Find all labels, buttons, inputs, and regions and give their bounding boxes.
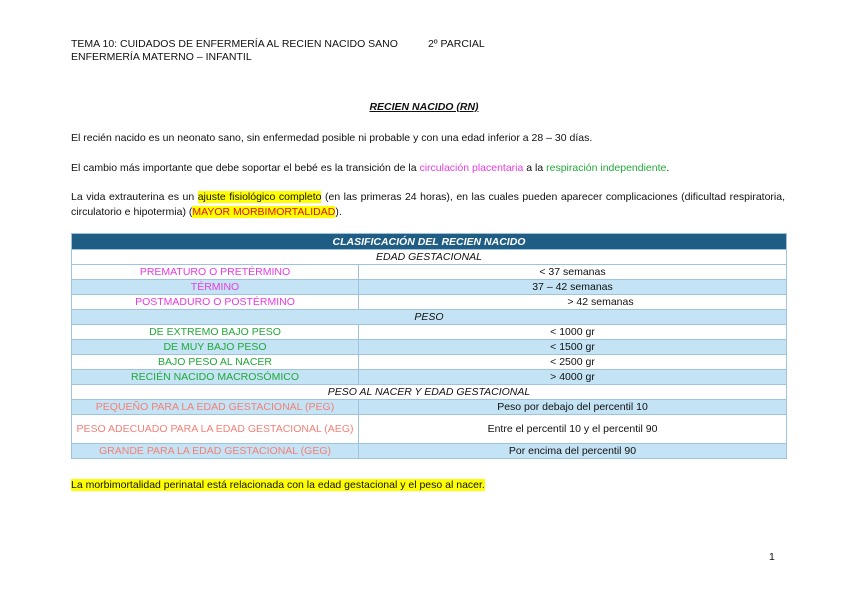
row-label: BAJO PESO AL NACER: [72, 355, 359, 370]
row-label: POSTMADURO O POSTÉRMINO: [72, 295, 359, 310]
row-value: Entre el percentil 10 y el percentil 90: [359, 415, 787, 444]
row-label: TÉRMINO: [72, 280, 359, 295]
paragraph-adjustment: [71, 190, 785, 219]
table-row: [72, 265, 787, 280]
row-value: Por encima del percentil 90: [359, 444, 787, 459]
paragraph-definition: El recién nacido es un neonato sano, sin enfermedad posible ni probable y con una edad inferior a 28 – 30 días.: [71, 132, 593, 144]
highlighted-note: [71, 479, 485, 491]
section-heading-peso-edad: PESO AL NACER Y EDAD GESTACIONAL: [72, 385, 787, 400]
page-title: RECIEN NACIDO (RN): [369, 101, 479, 113]
p3-text-e: ).: [335, 205, 342, 218]
p3-text-c: (en las primeras 24 horas), en las cuales pueden aparecer complicaciones (dificultad respiratoria, circulatorio e hipotermia) (: [71, 191, 786, 218]
header-line-1: [71, 38, 485, 51]
table-row: [72, 340, 787, 355]
p2-text-a: El cambio más importante que debe soportar el bebé es la transición de la: [71, 162, 420, 174]
p2-text-c: a la: [523, 162, 547, 174]
table-title-row: [72, 234, 787, 250]
row-label: RECIÉN NACIDO MACROSÓMICO: [72, 370, 359, 385]
table-row: [72, 415, 787, 444]
row-label: PREMATURO O PRETÉRMINO: [72, 265, 359, 280]
p3-highlight-morbimortalidad: MAYOR MORBIMORTALIDAD: [192, 205, 336, 218]
header-topic: TEMA 10: CUIDADOS DE ENFERMERÍA AL RECIEN NACIDO SANO: [71, 38, 398, 50]
section-heading-row: [72, 385, 787, 400]
page-number: 1: [769, 551, 775, 563]
header-part: 2º PARCIAL: [427, 38, 485, 50]
table-title: CLASIFICACIÓN DEL RECIEN NACIDO: [72, 234, 787, 250]
header-subject: ENFERMERÍA MATERNO – INFANTIL: [71, 51, 252, 63]
p2-circulacion: circulación placentaria: [419, 162, 524, 174]
p2-respiracion: respiración independiente: [546, 162, 667, 174]
section-heading-row: [72, 250, 787, 265]
classification-table: [71, 233, 787, 459]
row-value: < 1500 gr: [359, 340, 787, 355]
row-value: Peso por debajo del percentil 10: [359, 400, 787, 415]
note-text: La morbimortalidad perinatal está relacionada con la edad gestacional y el peso al nacer.: [71, 479, 485, 491]
table-row: [72, 280, 787, 295]
table-row: [72, 444, 787, 459]
p3-highlight-ajuste: ajuste fisiológico completo: [197, 191, 322, 203]
section-heading-peso: PESO: [72, 310, 787, 325]
table-row: [72, 370, 787, 385]
row-value: < 37 semanas: [359, 265, 787, 280]
row-label: GRANDE PARA LA EDAD GESTACIONAL (GEG): [72, 444, 359, 459]
row-label: DE EXTREMO BAJO PESO: [72, 325, 359, 340]
row-label: PEQUEÑO PARA LA EDAD GESTACIONAL (PEG): [72, 400, 359, 415]
section-heading-row: [72, 310, 787, 325]
row-value: > 42 semanas: [359, 295, 787, 310]
row-label: PESO ADECUADO PARA LA EDAD GESTACIONAL (AEG): [72, 415, 359, 444]
p2-text-e: .: [666, 162, 670, 174]
document-header: [71, 38, 485, 64]
row-value: 37 – 42 semanas: [359, 280, 787, 295]
table-row: [72, 325, 787, 340]
row-value: < 1000 gr: [359, 325, 787, 340]
paragraph-transition: [71, 161, 785, 176]
table-row: [72, 295, 787, 310]
row-label: DE MUY BAJO PESO: [72, 340, 359, 355]
row-value: > 4000 gr: [359, 370, 787, 385]
section-heading-edad: EDAD GESTACIONAL: [72, 250, 787, 265]
p3-text-a: La vida extrauterina es un: [71, 191, 198, 203]
table-row: [72, 400, 787, 415]
row-value: < 2500 gr: [359, 355, 787, 370]
table-row: [72, 355, 787, 370]
